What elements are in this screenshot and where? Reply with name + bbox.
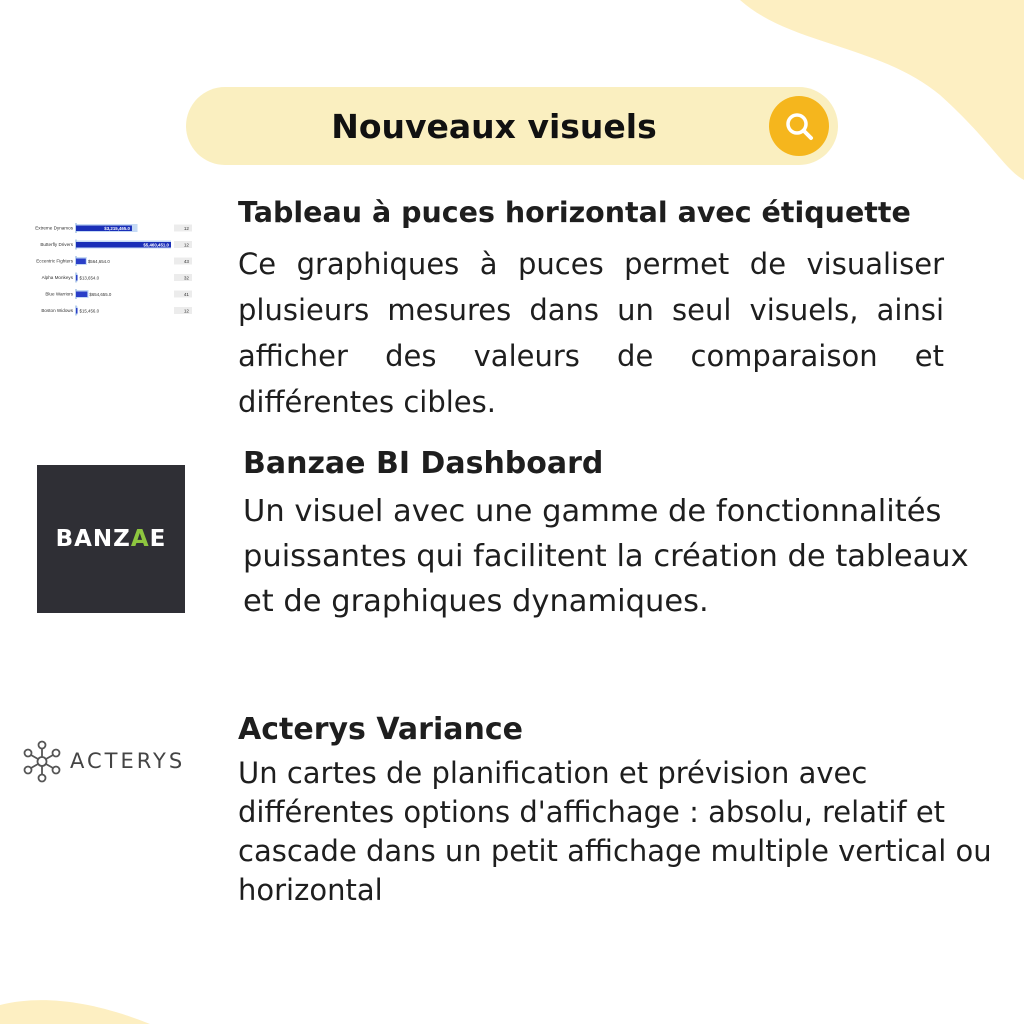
item-description: Un visuel avec une gamme de fonctionnalités puissantes qui facilitent la création de tableaux et de graphiques dynamiques. <box>243 494 969 619</box>
item-description: Ce graphiques à puces permet de visualiser plusieurs mesures dans un seul visuels, ainsi afficher des valeurs de comparaison et différentes cibles. <box>238 247 944 419</box>
banzae-logo-end: E <box>149 526 167 552</box>
bullet-target-label: 12 <box>183 242 189 248</box>
search-icon <box>783 110 815 142</box>
bullet-bar <box>76 308 78 314</box>
page-title: Nouveaux visuels <box>331 106 657 146</box>
bullet-value-label: $654,655.0 <box>89 291 112 297</box>
item-description: Un cartes de planification et prévision avec différentes options d'affichage : absolu, relatif et cascade dans un petit affichage multiple vertical ou horizontal <box>238 756 992 907</box>
search-button[interactable] <box>769 96 829 156</box>
item-title: Banzae BI Dashboard <box>243 446 604 481</box>
bullet-category-label: Blue Warriors <box>45 291 73 297</box>
acterys-logo-text: ACTERYS <box>70 749 186 773</box>
bullet-category-label: Alpha Monkeys <box>41 275 73 280</box>
bullet-bar <box>76 259 86 265</box>
bullet-target-label: 12 <box>183 308 189 314</box>
banzae-logo <box>37 465 185 613</box>
item-title: Acterys Variance <box>238 712 523 747</box>
bullet-chart-thumbnail <box>26 220 196 320</box>
acterys-logo <box>22 740 202 784</box>
bullet-value-label: $5,460,451.0 <box>143 242 169 248</box>
banzae-logo-accent: A <box>130 526 150 552</box>
hexagon-dots-icon <box>22 740 62 784</box>
item-title: Tableau à puces horizontal avec étiquette <box>238 196 911 229</box>
bullet-category-label: Boston Widows <box>41 308 73 313</box>
bullet-category-label: Eccentric Fighters <box>36 258 73 264</box>
bullet-value-label: $3,215,465.0 <box>104 225 130 231</box>
header-bar <box>186 87 838 165</box>
bullet-target-label: 12 <box>183 225 189 231</box>
bullet-target-label: 43 <box>183 258 189 264</box>
bullet-category-label: Extreme Dynamos <box>35 225 73 231</box>
banzae-logo-text: BANZ <box>55 526 131 552</box>
bullet-value-label: $15,456.0 <box>79 308 100 314</box>
bullet-bar <box>76 275 78 281</box>
bullet-target-label: 32 <box>183 275 189 281</box>
bullet-value-label: $13,654.0 <box>79 275 100 281</box>
bullet-category-label: Butterfly Drivers <box>40 242 73 247</box>
bullet-target-label: 41 <box>183 291 189 297</box>
bullet-bar <box>76 292 87 298</box>
bullet-value-label: $564,654.0 <box>87 258 110 264</box>
